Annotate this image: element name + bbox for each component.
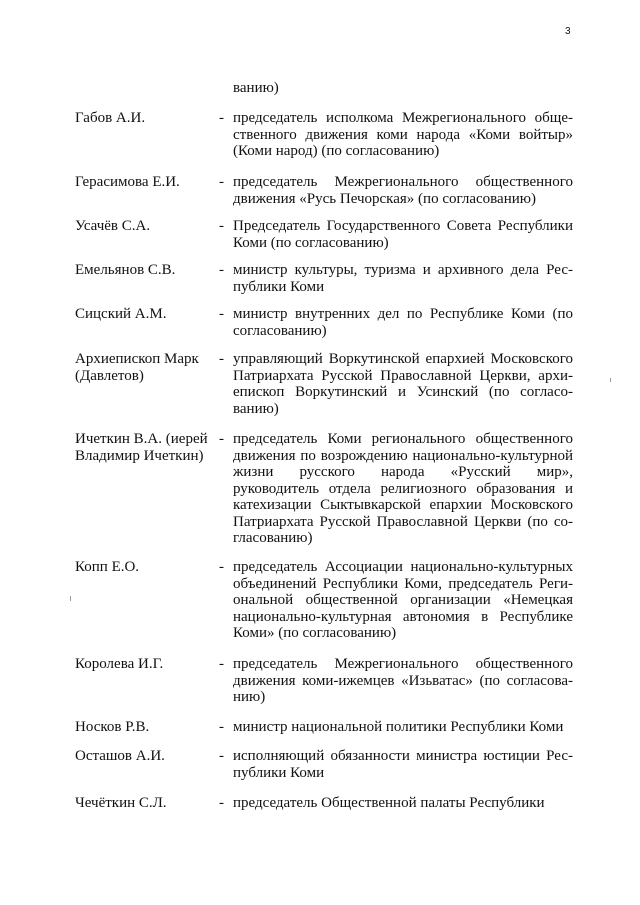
- dash-separator: -: [219, 351, 224, 367]
- member-position: председатель Коми регионального общественного движения по возрождению национально-культурной жизни русского народа «Русский мир», руководитель отдела религиозного образования и катехизации Сыктывкарской епархии Московского Патриархата Русской Православной Церкви (по согласованию): [233, 431, 573, 546]
- member-name: Архиепископ Марк (Давлетов): [75, 351, 199, 384]
- dash-separator: -: [219, 656, 224, 672]
- member-name: Габов А.И.: [75, 110, 146, 126]
- member-position: председатель Общественной палаты Республики: [233, 795, 545, 811]
- member-position: исполняющий обязанности министра юстиции Республики Коми: [233, 748, 573, 781]
- dash-separator: -: [219, 559, 224, 575]
- dash-separator: -: [219, 218, 224, 234]
- member-position: председатель исполкома Межрегионального общественного движения коми народа «Коми войтыр» (Коми народ) (по согласованию): [233, 110, 573, 159]
- member-name: Королева И.Г.: [75, 656, 164, 672]
- member-position: министр национальной политики Республики Коми: [233, 719, 564, 735]
- member-name: Герасимова Е.И.: [75, 174, 180, 190]
- dash-separator: -: [219, 262, 224, 278]
- scan-speck: [70, 596, 71, 601]
- dash-separator: -: [219, 795, 224, 811]
- member-position: председатель Межрегионального общественного движения коми-ижемцев «Изьватас» (по согласованию): [233, 656, 573, 705]
- dash-separator: -: [219, 306, 224, 322]
- continuation-text: ванию): [233, 80, 279, 96]
- dash-separator: -: [219, 748, 224, 764]
- member-name: Чечёткин С.Л.: [75, 795, 167, 811]
- dash-separator: -: [219, 719, 224, 735]
- member-position: председатель Межрегионального общественного движения «Русь Печорская» (по согласованию): [233, 174, 573, 207]
- member-name: Осташов А.И.: [75, 748, 165, 764]
- member-name: Носков Р.В.: [75, 719, 150, 735]
- member-name: Ичеткин В.А. (иерей Владимир Ичеткин): [75, 431, 208, 464]
- dash-separator: -: [219, 174, 224, 190]
- member-name: Емельянов С.В.: [75, 262, 176, 278]
- dash-separator: -: [219, 431, 224, 447]
- member-position: управляющий Воркутинской епархией Московского Патриархата Русской Православной Церкви, архиепископ Воркутинский и Усинский (по согласованию): [233, 351, 573, 417]
- member-name: Усачёв С.А.: [75, 218, 151, 234]
- member-position: министр внутренних дел по Республике Коми (по согласованию): [233, 306, 573, 339]
- member-name: Копп Е.О.: [75, 559, 140, 575]
- member-position: министр культуры, туризма и архивного дела Республики Коми: [233, 262, 573, 295]
- dash-separator: -: [219, 110, 224, 126]
- member-position: Председатель Государственного Совета Республики Коми (по согласованию): [233, 218, 573, 251]
- scan-speck: [610, 378, 611, 382]
- page-number: 3: [565, 26, 571, 37]
- member-name: Сицский А.М.: [75, 306, 167, 322]
- member-position: председатель Ассоциации национально-культурных объединений Республики Коми, председатель Региональной общественной организации «Немецкая национально-культурная автономия в Республике Коми» (по согласованию): [233, 559, 573, 641]
